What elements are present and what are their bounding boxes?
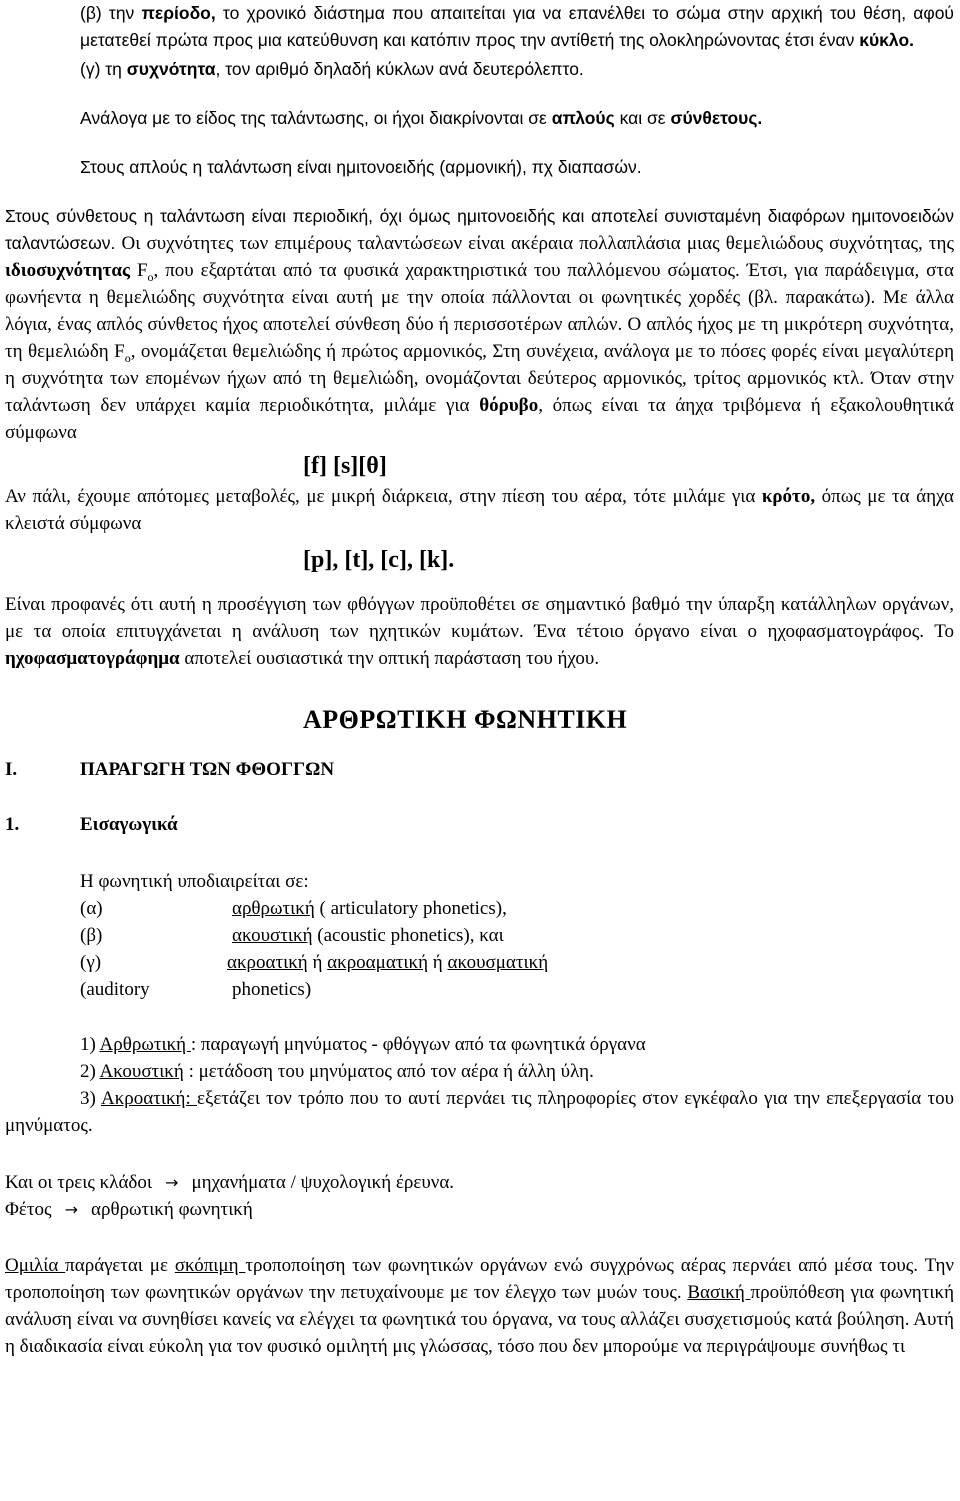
branch-label: (α) [80,898,103,919]
page-heading: ΑΡΘΡΩΤΙΚΗ ΦΩΝΗΤΙΚΗ [303,705,628,734]
text: : μετάδοση του μηνύματος από τον αέρα ή άλλη ύλη. [183,1061,594,1082]
section-heading-production [5,756,954,783]
branch-term: ακουσματική [447,952,549,973]
list-item-articulatory [5,1031,954,1058]
paragraph-period [5,0,954,54]
term-complex: σύνθετους. [670,108,763,128]
text: (acoustic phonetics), και [312,925,504,946]
section-title: Εισαγωγικά [80,814,178,835]
text: εξετάζει τον τρόπο που το αυτί περνάει τις πληροφορίες στον εγκέφαλο για την επεξεργασία του μηνύματος. [5,1088,954,1136]
text: Και οι τρεις κλάδοι [5,1172,157,1193]
text: , ονομάζεται θεμελιώδης ή πρώτος αρμονικός, Στη συνέχεια, ανάλογα με το πόσες φορές είναι μεγαλύτερη η συχνότητα των επομένων ήχων από τη θεμελιώδη, ονομάζονται δεύτερος αρμονικός, τρίτος αρμονικός κτλ. [5,341,955,389]
list-number: 1) [80,1034,100,1055]
list-number: 3) [80,1088,101,1109]
text: Είναι προφανές ότι αυτή η προσέγγιση των φθόγγων προϋποθέτει σε σημαντικό βαθμό την ύπαρξη κατάλληλων οργάνων, με τα οποία επιτυγχάνεται η ανάλυση των ηχητικών κυμάτων. Ένα τέτοιο όργανο είναι ο ηχοφασματογράφος. Το [5,594,954,642]
section-title: ΠΑΡΑΓΩΓΗ ΤΩΝ ΦΘΟΓΓΩΝ [80,759,335,780]
example-stops: [p], [t], [c], [k]. [303,547,455,573]
list-term: Αρθρωτική [99,1034,191,1055]
text: αποτελεί ουσιαστικά την οπτική παράσταση του ήχου. [179,648,600,669]
list-term: Ακροατική: [101,1088,197,1109]
note-this-year [5,1196,954,1223]
text: Όταν στην ταλάντωση δεν υπάρχει καμία περιοδικότητα, μιλάμε για [5,368,954,416]
term-noise: θόρυβο [479,395,539,416]
arrow-right-icon: → [165,1173,179,1192]
subscript: o [147,269,154,284]
list-term: Ακουστική [99,1061,184,1082]
list-item-auditory [5,1085,954,1139]
text: ( articulatory phonetics), [314,898,507,919]
text: F [130,260,148,281]
text: Αν πάλι, έχουμε απότομες μεταβολές, με μικρή διάρκεια, στην πίεση του αέρα, τότε μιλάμε για [5,486,762,507]
section-heading-intro [5,811,954,838]
branch-term: αρθρωτική [232,898,315,919]
text: Με άλλα λόγια, ένας απλός σύνθετος ήχος αποτελεί σύνθεση δύο ή περισσοτέρων απλών. [5,287,954,335]
list-number: 2) [80,1061,100,1082]
branch-term: ακροατική [227,952,308,973]
intro-line: Η φωνητική υποδιαιρείται σε: [80,871,309,892]
text: ή [307,952,328,973]
text: Ανάλογα με το είδος της ταλάντωσης, οι ήχοι διακρίνονται σε [80,108,552,128]
term-deliberate: σκόπιμη [174,1255,246,1276]
term-basic: Βασική [687,1282,751,1303]
text: τροποποίηση των φωνητικών οργάνων ενώ συγχρόνως αέρας περνάει από μέσα τους. Την τροποποίηση των φωνητικών οργάνων την πετυχαίνουμε με τον έλεγχο των μυών τους. [5,1255,954,1303]
list-item-acoustic [5,1058,954,1085]
paragraph-complex-sounds [5,203,954,446]
text: και σε [614,108,671,128]
paragraph-frequency [5,56,954,83]
term-period: περίοδο, [141,3,216,23]
branch-auditory [5,949,954,976]
paragraph-speech [5,1252,954,1360]
text: παράγεται με [65,1255,175,1276]
text: Φέτος [5,1199,57,1220]
note-three-branches [5,1169,954,1196]
text: , τον αριθμό δηλαδή κύκλων ανά δευτερόλεπτο. [215,59,584,79]
term-natural-frequency: ιδιοσυχνότητας [5,260,131,281]
text: Στους σύνθετους η ταλάντωση είναι περιοδική, όχι όμως ημιτονοειδής και αποτελεί συνισταμένη διαφόρων ημιτονοειδών ταλαντώσεων. [5,206,954,253]
paragraph-stops [5,483,954,537]
text: το χρονικό διάστημα που απαιτείται για να επανέλθει το σώμα στην αρχική του θέση, αφού μετατεθεί πρώτα προς μια κατεύθυνση και κατόπιν προς την αντίθετή της ολοκληρώνοντας έτσι έναν [80,3,954,50]
text: Ο απλός ήχος με τη μικρότερη συχνότητα, τη θεμελιώδη F [5,314,955,362]
text: : παραγωγή μηνύματος - φθόγγων από τα φωνητικά όργανα [190,1034,646,1055]
section-number: 1. [5,814,20,835]
text: Οι συχνότητες των επιμέρους ταλαντώσεων είναι ακέραια πολλαπλάσια μιας θεμελιώδους συχνότητας, της [115,233,954,254]
term-frequency: συχνότητα [126,59,216,79]
subscript: o [124,350,131,365]
term-simple: απλούς [551,108,615,128]
term-crack: κρότο, [761,486,816,507]
text: (β) την [80,3,142,23]
branch-label: (auditory [80,979,150,1000]
term-spectrogram: ηχοφασματογράφημα [5,648,180,669]
paragraph-simple-sounds: Στους απλούς η ταλάντωση είναι ημιτονοειδής (αρμονική), πχ διαπασών. [80,157,642,177]
term-cycle: κύκλο. [859,30,915,50]
text: ή [428,952,448,973]
branch-label: (γ) [80,952,102,973]
text: προϋπόθεση για φωνητική ανάλυση είναι να συνηθίσει κανείς να ελέγχει τα φωνητικά του όργανα, να τους αλλάζει συσχετισμούς κατά βούληση. Αυτή η διαδικασία είναι εύκολη για τον φυσικό ομιλητή μις γλώσσας, τόσο που δεν μπορούμε να περιγράψουμε συνήθως τι [5,1282,955,1357]
arrow-right-icon: → [64,1200,78,1219]
text: , που εξαρτάται από τα φυσικά χαρακτηριστικά του παλλόμενου σώματος. [153,260,740,281]
branch-acoustic [5,922,954,949]
section-number: I. [5,759,18,780]
example-fricatives: [f] [s][θ] [303,453,387,479]
text: όπως με τα άηχα κλειστά σύμφωνα [5,486,954,534]
text: , όπως είναι τα άηχα τριβόμενα ή εξακολουθητικά σύμφωνα [5,395,955,443]
paragraph-spectrograph [5,591,954,672]
branch-term: ακουστική [232,925,313,946]
paragraph-sound-types [5,105,954,132]
term-speech: Ομιλία [5,1255,66,1276]
text: μηχανήματα / ψυχολογική έρευνα. [186,1172,455,1193]
text: Έτσι, για παράδειγμα, στα φωνήεντα η θεμελιώδης συχνότητα είναι αυτή με την οποία πάλλονται οι φωνητικές χορδές (βλ. παρακάτω). [5,260,955,308]
branch-articulatory [5,895,954,922]
text: (γ) τη [80,59,127,79]
text: phonetics) [232,979,312,1000]
branch-auditory-english [5,976,954,1003]
branch-term: ακροαματική [327,952,429,973]
text: αρθρωτική φωνητική [86,1199,253,1220]
branch-label: (β) [80,925,103,946]
